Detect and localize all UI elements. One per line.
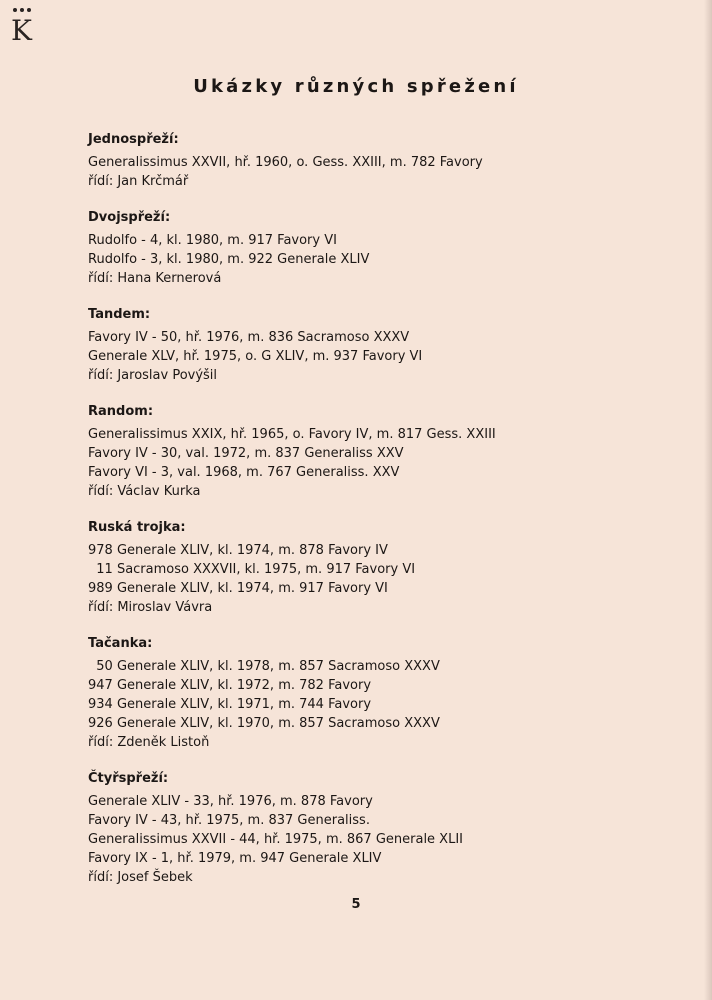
section-line: Favory IV - 30, val. 1972, m. 837 Generaliss XXV [88,446,404,461]
section-line: Generalissimus XXVII, hř. 1960, o. Gess. XXIII, m. 782 Favory [88,155,483,170]
logo-dots [13,8,31,12]
section [88,305,688,385]
section-heading: Jednospřeží: [88,132,179,147]
section [88,402,688,501]
section-heading: Čtyřspřeží: [88,771,169,786]
k-logo-icon [11,8,33,48]
logo-letter: K [11,14,32,47]
section [88,769,688,887]
section-line: Favory IV - 43, hř. 1975, m. 837 Generaliss. [88,813,370,828]
page-title: Ukázky různých spřežení [193,76,519,98]
section-line: 989 Generale XLIV, kl. 1974, m. 917 Favory VI [88,581,388,596]
section-heading: Random: [88,404,154,419]
section [88,130,688,191]
document-body [88,130,688,904]
section-line: 947 Generale XLIV, kl. 1972, m. 782 Favory [88,678,372,693]
section-line: řídí: Václav Kurka [88,484,201,499]
section-line: 50 Generale XLIV, kl. 1978, m. 857 Sacramoso XXXV [88,659,440,674]
page-edge-shadow [704,0,712,1000]
section-line: Favory IV - 50, hř. 1976, m. 836 Sacramoso XXXV [88,330,410,345]
section-line: Favory IX - 1, hř. 1979, m. 947 Generale XLIV [88,851,382,866]
section-line: Rudolfo - 3, kl. 1980, m. 922 Generale XLIV [88,252,370,267]
section [88,634,688,752]
section-line: řídí: Josef Šebek [88,870,193,885]
section-line: Rudolfo - 4, kl. 1980, m. 917 Favory VI [88,233,337,248]
section-line: řídí: Hana Kernerová [88,271,222,286]
section-line: řídí: Zdeněk Listoň [88,735,210,750]
section-line: 934 Generale XLIV, kl. 1971, m. 744 Favory [88,697,372,712]
section-heading: Tandem: [88,307,151,322]
section [88,518,688,617]
section-line: 11 Sacramoso XXXVII, kl. 1975, m. 917 Favory VI [88,562,416,577]
section-line: Generalissimus XXVII - 44, hř. 1975, m. 867 Generale XLII [88,832,464,847]
section-line: Generale XLIV - 33, hř. 1976, m. 878 Favory [88,794,373,809]
section-line: řídí: Jaroslav Povýšil [88,368,218,383]
section-line: Favory VI - 3, val. 1968, m. 767 Generaliss. XXV [88,465,400,480]
section [88,208,688,288]
section-line: řídí: Jan Krčmář [88,174,189,189]
section-heading: Ruská trojka: [88,520,186,535]
section-heading: Dvojspřeží: [88,210,171,225]
section-line: řídí: Miroslav Vávra [88,600,213,615]
section-line: Generale XLV, hř. 1975, o. G XLIV, m. 937 Favory VI [88,349,423,364]
section-line: 926 Generale XLIV, kl. 1970, m. 857 Sacramoso XXXV [88,716,440,731]
page-number: 5 [351,897,361,912]
section-line: Generalissimus XXIX, hř. 1965, o. Favory IV, m. 817 Gess. XXIII [88,427,496,442]
section-heading: Tačanka: [88,636,153,651]
section-line: 978 Generale XLIV, kl. 1974, m. 878 Favory IV [88,543,388,558]
